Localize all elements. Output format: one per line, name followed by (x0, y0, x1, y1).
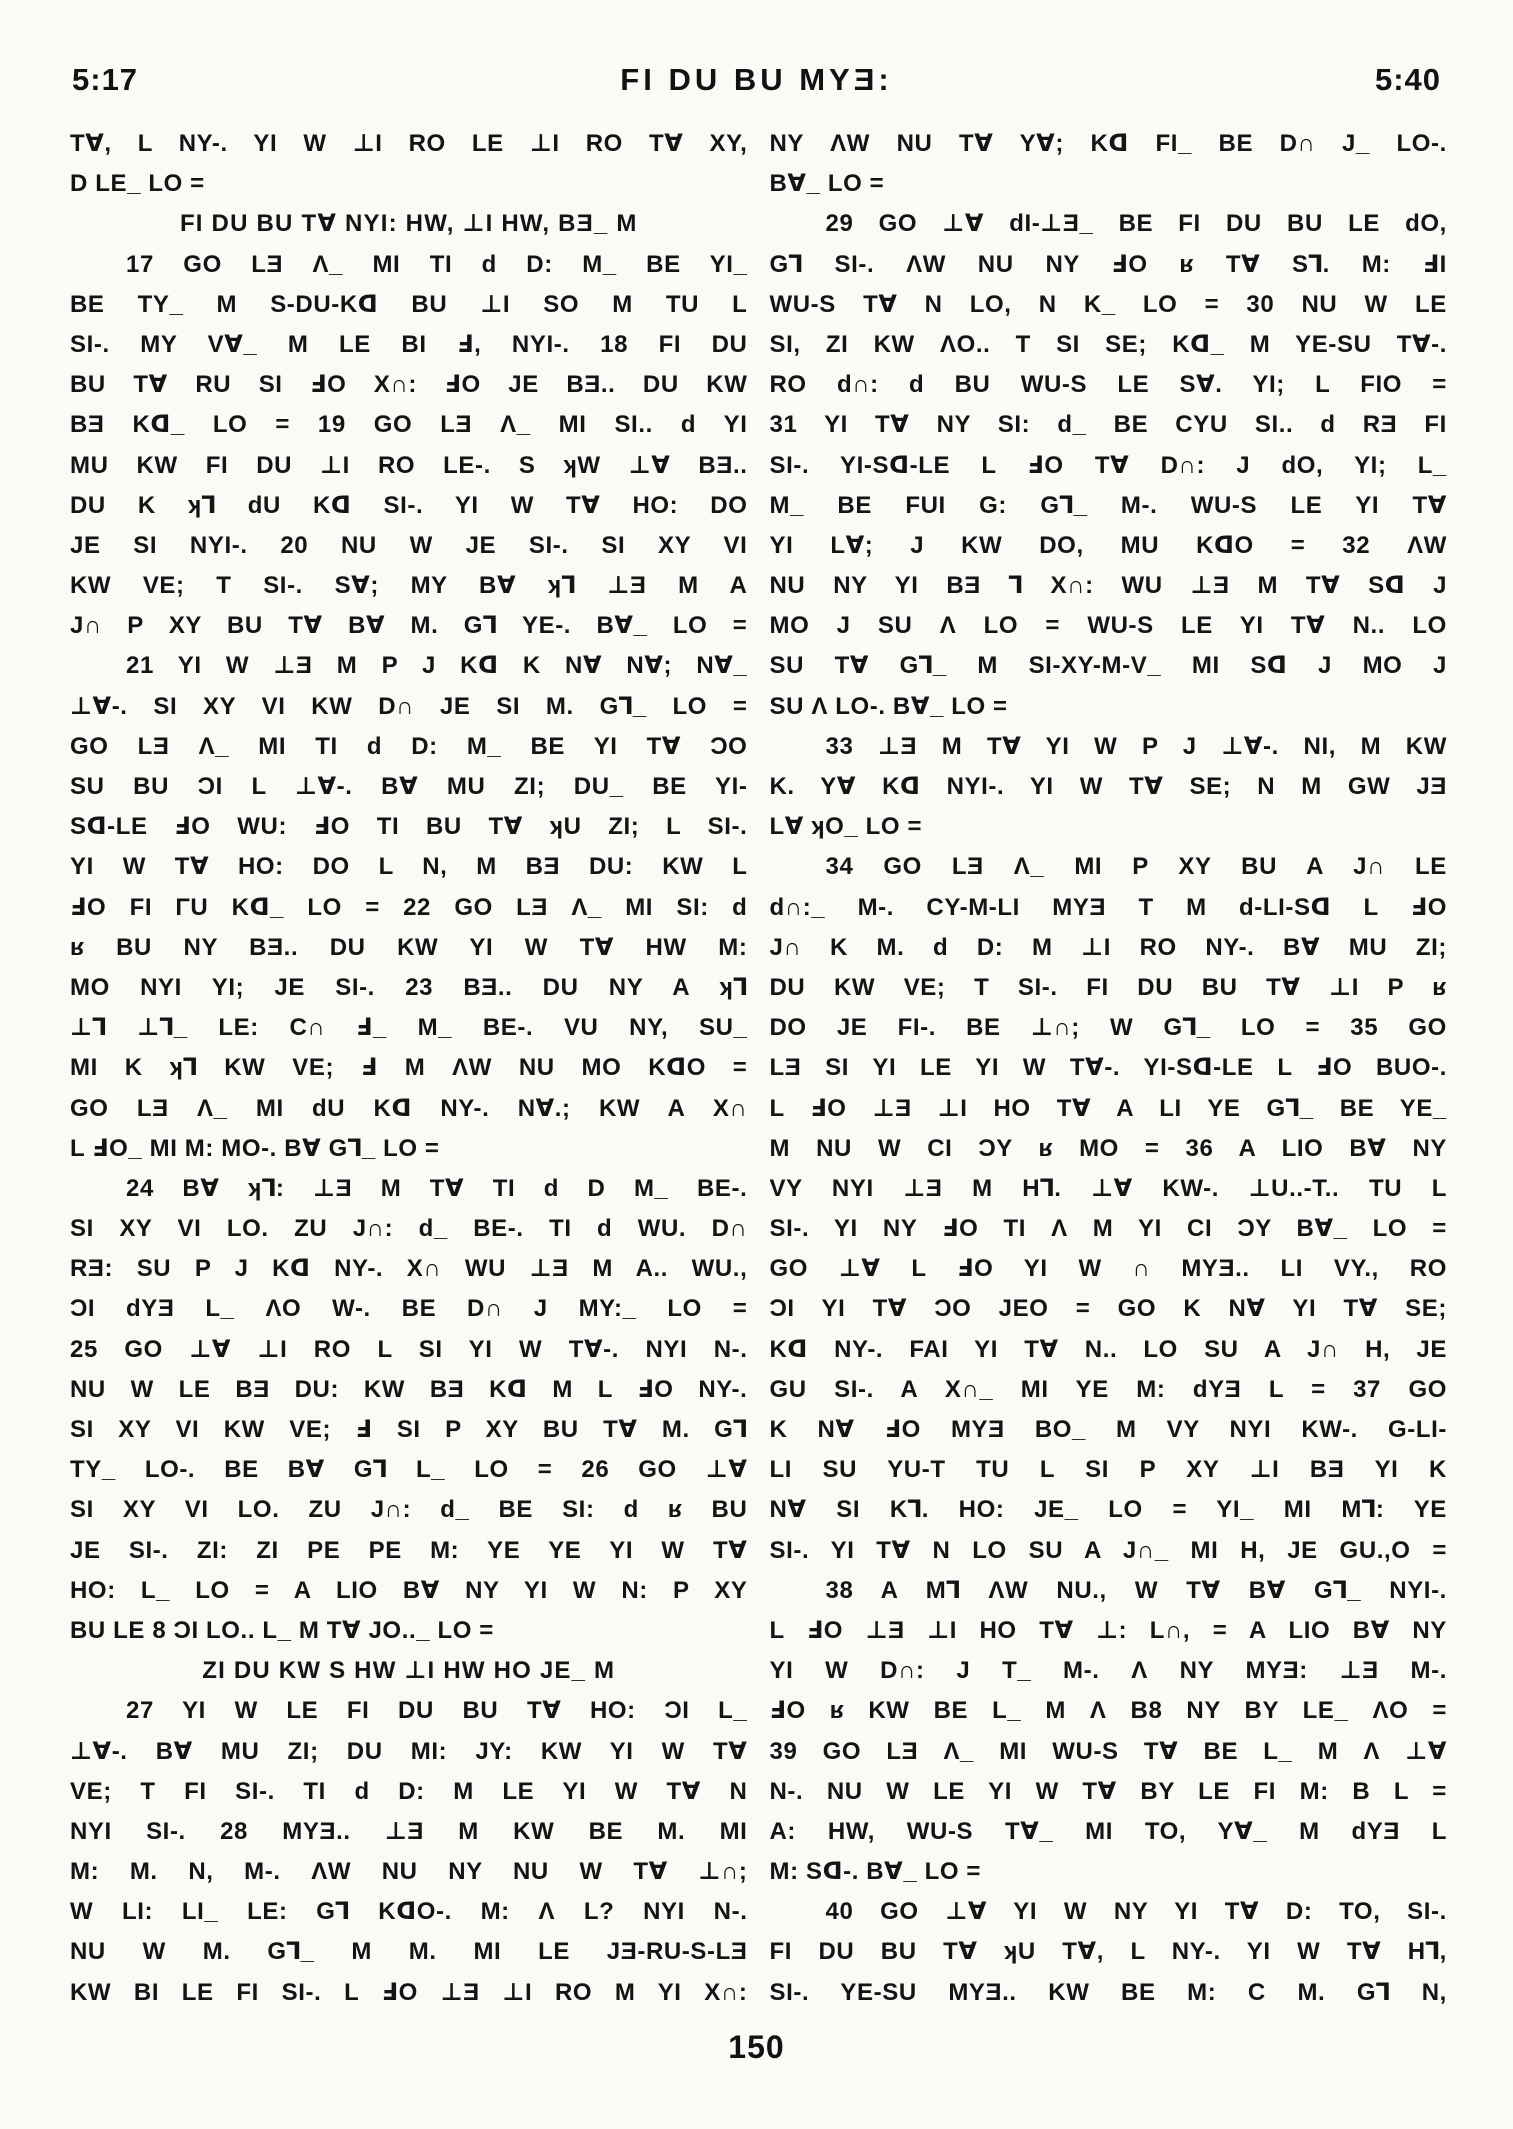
text-line: SU Λ LO-. B∀_ LO = (769, 692, 1008, 720)
verse-number: 37 (1353, 1375, 1382, 1403)
verse-number: 39 (769, 1737, 798, 1765)
text-line: 39 GO LƎ Λ_ MI WU-S T∀ BE L_ M Λ ⊥∀ (769, 1737, 1448, 1765)
text-line: YI L∀; J KW DO, MU KᗡO = 32 ΛW (769, 531, 1447, 559)
text-line: FI DU BU T∀ ʞU T∀, L NY-. YI W T∀ H⅂, (769, 1938, 1447, 1966)
left-column (70, 124, 748, 2013)
text-line: RƎ: SU P J Kᗡ NY-. X∩ WU ⊥Ǝ M A.. WU., (70, 1255, 748, 1283)
verse-number: 34 (825, 853, 854, 881)
page-title: FI DU BU MYƎ: (620, 62, 893, 97)
verse-number: 31 (769, 411, 798, 439)
text-line: RO d∩: d BU WU-S LE S∀. YI; L FIO = (769, 371, 1447, 399)
text-line: SI-. YI-Sᗡ-LE L ℲO T∀ D∩: J dO, YI; L_ (769, 451, 1447, 479)
text-line: Sᗡ-LE ℲO WU: ℲO TI BU T∀ ʞU ZI; L SI-. (70, 813, 748, 841)
text-line: DU K ʞ⅂ dU Kᗡ SI-. YI W T∀ HO: DO (70, 491, 748, 519)
text-line: 17 GO LƎ Λ_ MI TI d D: M_ BE YI_ (126, 250, 748, 278)
text-line: ƆI YI T∀ ƆO JEO = GO K N∀ YI T∀ SE; (769, 1295, 1447, 1323)
text-line: L ℲO ⊥Ǝ ⊥I HO T∀ ⊥: L∩, = A LIO B∀ NY (769, 1616, 1447, 1644)
text-line: NU W M. G⅂_ M M. MI LE JƎ-RU-S-LƎ (70, 1938, 748, 1966)
text-line: GO ⊥∀ L ℲO YI W ∩ MYƎ.. LI VY., RO (769, 1255, 1447, 1283)
verse-number: 25 (70, 1335, 98, 1363)
text-line: K N∀ ℲO MYƎ BO_ M VY NYI KW-. G-LI- (769, 1416, 1447, 1443)
text-line: K. Y∀ Kᗡ NYI-. YI W T∀ SE; N M GW JƎ (769, 773, 1447, 800)
verse-ref-left: 5:17 (72, 62, 139, 97)
text-line: SU BU ƆI L ⊥∀-. B∀ MU ZI; DU_ BE YI- (70, 773, 748, 800)
text-line: BU LE 8 ƆI LO.. L_ M T∀ JO.._ LO = (70, 1616, 494, 1644)
text-line: 21 YI W ⊥Ǝ M P J Kᗡ K N∀ N∀; N∀_ (126, 652, 748, 680)
text-line: SI XY VI KW VE; Ⅎ SI P XY BU T∀ M. G⅂ (70, 1416, 748, 1443)
text-line: NU W LE BƎ DU: KW BƎ Kᗡ M L ℲO NY-. (70, 1375, 748, 1403)
text-line: L ℲO ⊥Ǝ ⊥I HO T∀ A LI YE G⅂_ BE YE_ (769, 1094, 1447, 1122)
verse-number: 35 (1350, 1014, 1379, 1042)
text-line: D LE_ LO = (70, 170, 205, 198)
text-line: VE; T FI SI-. TI d D: M LE YI W T∀ N (70, 1777, 748, 1805)
text-line: N∀ SI K⅂. HO: JE_ LO = YI_ MI M⅂: YE (769, 1496, 1447, 1524)
text-line: NYI SI-. 28 MYƎ.. ⊥Ǝ M KW BE M. MI (70, 1817, 748, 1845)
text-line: B∀_ LO = (769, 170, 885, 198)
text-line: L∀ ʞO_ LO = (769, 813, 923, 841)
verse-number: 27 (126, 1697, 154, 1725)
text-line: SU T∀ G⅂_ M SI-XY-M-V_ MI Sᗡ J MO J (769, 652, 1447, 680)
text-line: 31 YI T∀ NY SI: d_ BE CYU SI.. d RƎ FI (769, 411, 1447, 439)
verse-number: 33 (825, 732, 854, 760)
text-line: ⊥∀-. B∀ MU ZI; DU MI: JY: KW YI W T∀ (70, 1737, 748, 1765)
text-line: NY ΛW NU T∀ Y∀; Kᗡ FI_ BE D∩ J_ LO-. (769, 130, 1447, 157)
text-line: W LI: LI_ LE: G⅂ KᗡO-. M: Λ L? NYI N-. (70, 1898, 748, 1926)
text-line: 40 GO ⊥∀ YI W NY YI T∀ D: TO, SI-. (825, 1898, 1447, 1926)
text-line: NU NY YI BƎ ⅂ X∩: WU ⊥Ǝ M T∀ Sᗡ J (769, 572, 1448, 600)
section-heading: ZI DU KW S HW ⊥I HW HO JE_ M (202, 1657, 616, 1685)
text-line: JE SI NYI-. 20 NU W JE SI-. SI XY VI (70, 531, 748, 559)
section-heading: FI DU BU T∀ NYI: HW, ⊥I HW, BƎ_ M (179, 210, 638, 238)
text-line: BE TY_ M S-DU-Kᗡ BU ⊥I SO M TU L (70, 290, 748, 318)
text-line: LƎ SI YI LE YI W T∀-. YI-Sᗡ-LE L ℲO BUO-. (769, 1054, 1447, 1082)
text-line: d∩:_ M-. CY-M-LI MYƎ T M d-LI-Sᗡ L ℲO (769, 893, 1447, 921)
text-line: SI-. MY V∀_ M LE BI Ⅎ, NYI-. 18 FI DU (70, 330, 748, 358)
text-line: JE SI-. ZI: ZI PE PE M: YE YE YI W T∀ (70, 1536, 748, 1564)
text-line: SI XY VI LO. ZU J∩: d_ BE-. TI d WU. D∩ (70, 1215, 748, 1243)
text-line: DU KW VE; T SI-. FI DU BU T∀ ⊥I P ʁ (769, 973, 1447, 1001)
verse-number: 21 (126, 652, 154, 680)
verse-number: 8 (152, 1616, 167, 1644)
text-line: ⊥⅂ ⊥⅂_ LE: C∩ Ⅎ_ M_ BE-. VU NY, SU_ (70, 1014, 748, 1042)
text-line: MO NYI YI; JE SI-. 23 BƎ.. DU NY A ʞ⅂ (70, 973, 748, 1001)
verse-number: 20 (280, 531, 309, 559)
verse-number: 29 (825, 210, 854, 238)
text-line: SI-. YI NY ℲO TI Λ M YI CI ƆY B∀_ LO = (769, 1215, 1447, 1243)
text-line: KW BI LE FI SI-. L ℲO ⊥Ǝ ⊥I RO M YI X∩: (70, 1978, 748, 2006)
verse-number: 36 (1185, 1134, 1214, 1162)
text-line: DO JE FI-. BE ⊥∩; W G⅂_ LO = 35 GO (769, 1014, 1447, 1042)
verse-number: 24 (126, 1174, 154, 1202)
right-column (770, 124, 1448, 2013)
verse-number: 30 (1246, 290, 1275, 318)
text-line: J∩ P XY BU T∀ B∀ M. G⅂ YE-. B∀_ LO = (70, 612, 748, 640)
text-line: Kᗡ NY-. FAI YI T∀ N.. LO SU A J∩ H, JE (769, 1335, 1447, 1363)
text-line: M: Sᗡ-. B∀_ LO = (769, 1858, 982, 1886)
text-line: WU-S T∀ N LO, N K_ LO = 30 NU W LE (769, 290, 1447, 318)
text-line: M NU W CI ƆY ʁ MO = 36 A LIO B∀ NY (769, 1134, 1447, 1162)
text-line: VY NYI ⊥Ǝ M H⅂. ⊥∀ KW-. ⊥U..-T.. TU L (769, 1174, 1448, 1202)
verse-ref-right: 5:40 (1374, 62, 1441, 97)
verse-number: 18 (600, 330, 629, 358)
text-line: SI XY VI LO. ZU J∩: d_ BE SI: d ʁ BU (70, 1496, 748, 1524)
text-line: 33 ⊥Ǝ M T∀ YI W P J ⊥∀-. NI, M KW (825, 732, 1447, 760)
text-line: YI W T∀ HO: DO L N, M BƎ DU: KW L (70, 853, 748, 881)
text-line: BƎ Kᗡ_ LO = 19 GO LƎ Λ_ MI SI.. d YI (70, 411, 748, 439)
text-line: GO LƎ Λ_ MI TI d D: M_ BE YI T∀ ƆO (70, 732, 748, 760)
text-line: N-. NU W LE YI W T∀ BY LE FI M: B L = (769, 1777, 1447, 1805)
verse-number: 22 (403, 893, 432, 921)
text-line: 25 GO ⊥∀ ⊥I RO L SI YI W T∀-. NYI N-. (70, 1335, 748, 1363)
text-line: 29 GO ⊥∀ dI-⊥Ǝ_ BE FI DU BU LE dO, (825, 210, 1447, 238)
text-line: TY_ LO-. BE B∀ G⅂ L_ LO = 26 GO ⊥∀ (70, 1456, 748, 1484)
text-line: MU KW FI DU ⊥I RO LE-. S ʞW ⊥∀ BƎ.. (70, 451, 748, 479)
text-line: MO J SU Λ LO = WU-S LE YI T∀ N.. LO (769, 612, 1447, 640)
text-line: ℲO FI ΓU Kᗡ_ LO = 22 GO LƎ Λ_ MI SI: d (70, 893, 748, 921)
text-line: M_ BE FUI G: G⅂_ M-. WU-S LE YI T∀ (769, 491, 1447, 519)
running-head (0, 0, 1513, 98)
verse-number: 26 (581, 1456, 610, 1484)
text-line: ℲO ʁ KW BE L_ M Λ B8 NY BY LE_ ΛO = (769, 1697, 1447, 1725)
text-line: BU T∀ RU SI ℲO X∩: ℲO JE BƎ.. DU KW (70, 371, 748, 399)
text-line: 24 B∀ ʞ⅂: ⊥Ǝ M T∀ TI d D M_ BE-. (126, 1174, 748, 1202)
text-line: 38 A M⅂ ΛW NU., W T∀ B∀ G⅂_ NYI-. (825, 1576, 1447, 1604)
text-columns (0, 98, 1513, 2013)
text-line: HO: L_ LO = A LIO B∀ NY YI W N: P XY (70, 1576, 748, 1604)
verse-number: 40 (825, 1898, 854, 1926)
text-line: GO LƎ Λ_ MI dU Kᗡ NY-. N∀.; KW A X∩ (70, 1094, 748, 1122)
text-line: KW VE; T SI-. S∀; MY B∀ ʞ⅂ ⊥Ǝ M A (70, 572, 748, 600)
text-line: GU SI-. A X∩_ MI YE M: dYƎ L = 37 GO (769, 1375, 1447, 1403)
verse-number: 38 (825, 1576, 854, 1604)
text-line: A: HW, WU-S T∀_ MI TO, Y∀_ M dYƎ L (769, 1817, 1448, 1845)
text-line: M: M. N, M-. ΛW NU NY NU W T∀ ⊥∩; (70, 1858, 748, 1886)
text-line: YI W D∩: J T_ M-. Λ NY MYƎ: ⊥Ǝ M-. (769, 1657, 1447, 1685)
text-line: SI-. YI T∀ N LO SU A J∩_ MI H, JE GU.,O = (769, 1536, 1447, 1564)
text-line: ⊥∀-. SI XY VI KW D∩ JE SI M. G⅂_ LO = (70, 692, 748, 720)
text-line: SI-. YE-SU MYƎ.. KW BE M: C M. G⅂ N, (769, 1978, 1447, 2006)
verse-number: 23 (405, 973, 434, 1001)
text-line: ƆI dYƎ L_ ΛO W-. BE D∩ J MY:_ LO = (70, 1295, 748, 1323)
text-line: MI K ʞ⅂ KW VE; Ⅎ M ΛW NU MO KᗡO = (70, 1054, 748, 1082)
text-line: J∩ K M. d D: M ⊥I RO NY-. B∀ MU ZI; (769, 933, 1447, 961)
verse-number: 17 (126, 250, 154, 278)
text-line: G⅂ SI-. ΛW NU NY ℲO ʁ T∀ S⅂. M: ℲI (769, 250, 1447, 278)
verse-number: 19 (317, 411, 346, 439)
text-line: ʁ BU NY BƎ.. DU KW YI W T∀ HW M: (70, 933, 748, 961)
verse-number: 28 (220, 1817, 248, 1845)
text-line: LI SU YU-T TU L SI P XY ⊥I BƎ YI K (769, 1456, 1447, 1484)
text-line: 34 GO LƎ Λ_ MI P XY BU A J∩ LE (825, 853, 1447, 881)
page-number: 150 (728, 2028, 785, 2065)
text-line: 27 YI W LE FI DU BU T∀ HO: ƆI L_ (126, 1697, 748, 1725)
text-line: T∀, L NY-. YI W ⊥I RO LE ⊥I RO T∀ XY, (70, 130, 748, 157)
text-line: L ℲO_ MI M: MO-. B∀ G⅂_ LO = (70, 1134, 440, 1162)
text-line: SI, ZI KW ΛO.. T SI SE; Kᗡ_ M YE-SU T∀-. (769, 330, 1448, 358)
verse-number: 32 (1342, 531, 1371, 559)
